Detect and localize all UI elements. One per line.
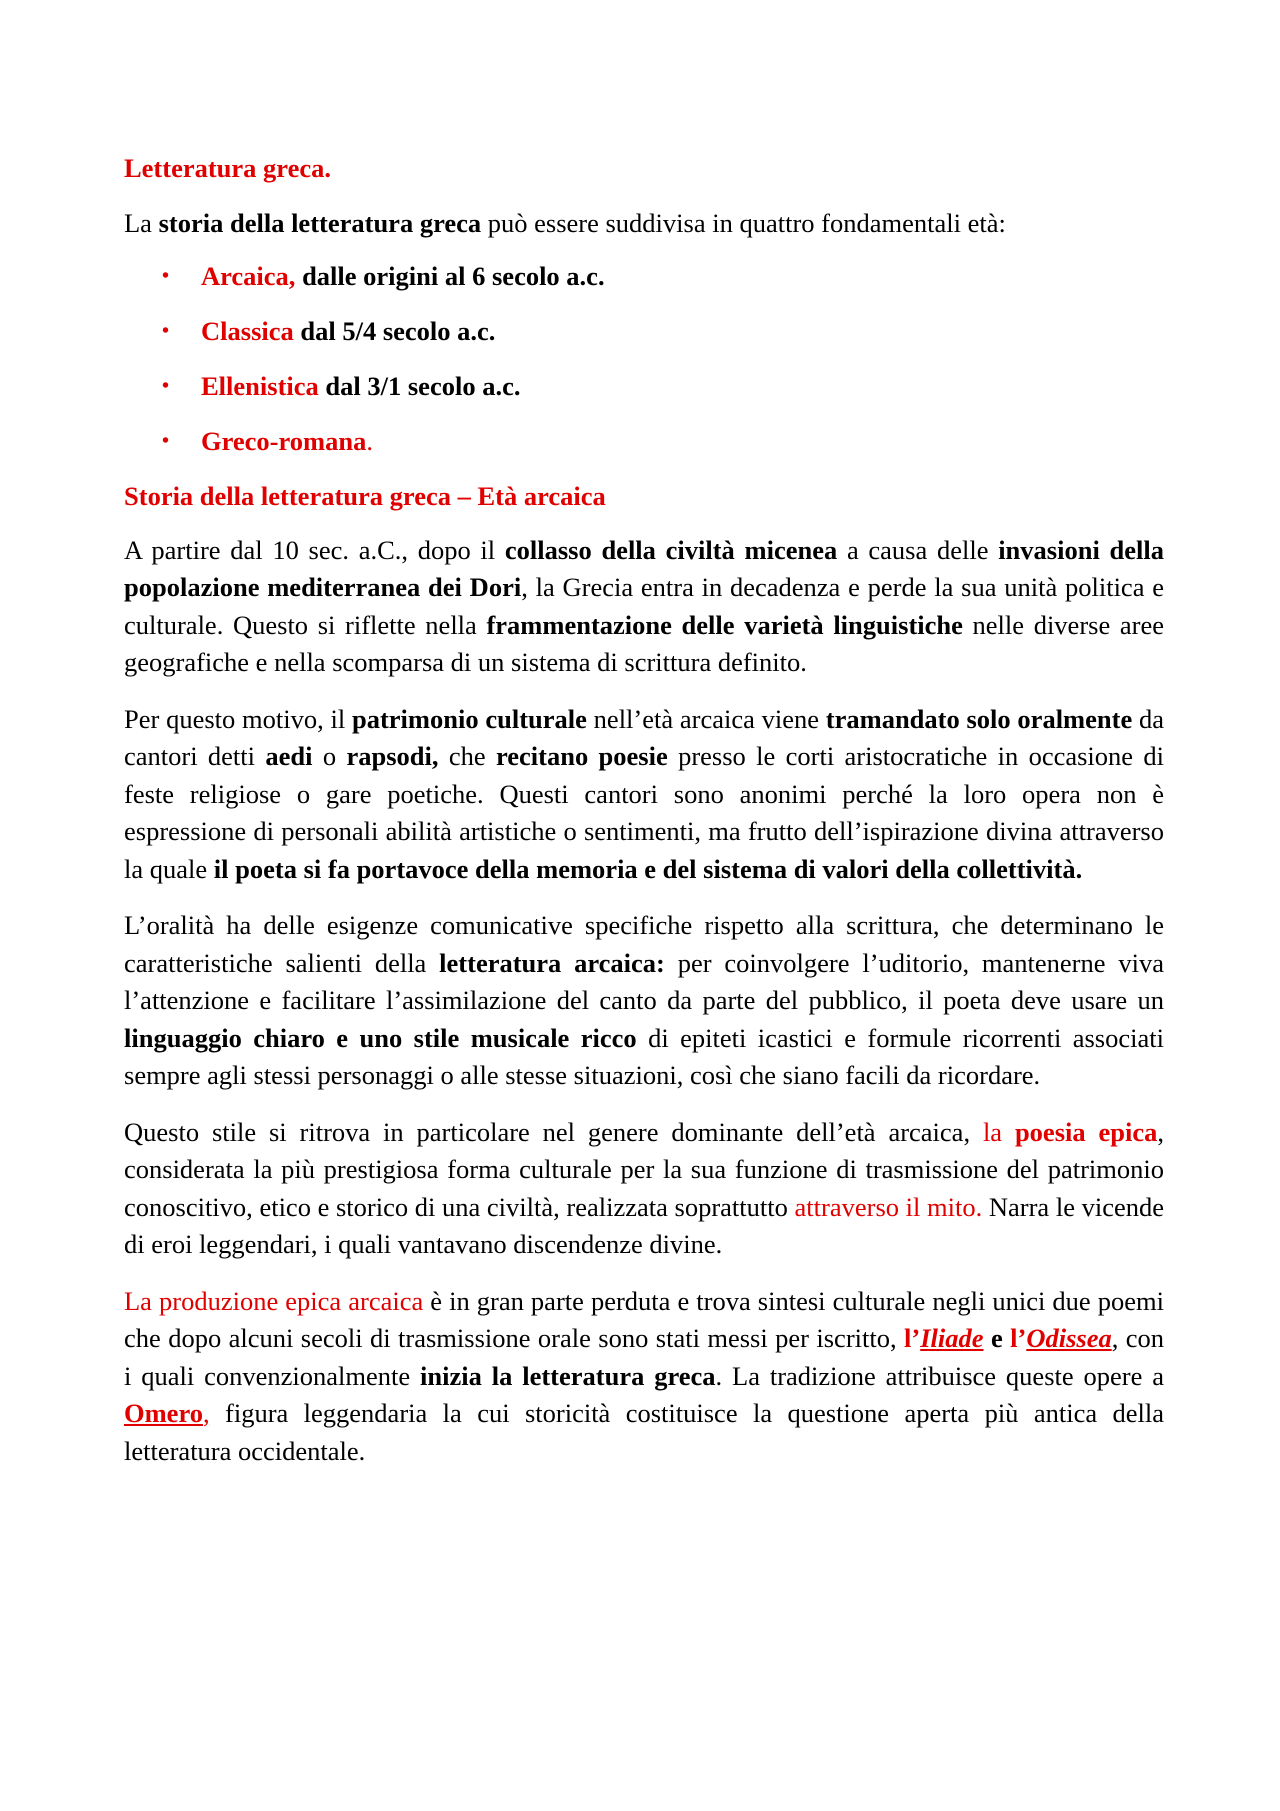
- odissea-link[interactable]: Odissea: [1026, 1323, 1112, 1353]
- text: a causa delle: [837, 534, 999, 565]
- period-name: Arcaica,: [201, 261, 296, 291]
- bold-text: letteratura arcaica:: [439, 947, 665, 978]
- bullet-icon: •: [162, 320, 170, 342]
- bold-text: invasioni della popolazione mediterranea dei Dori: [124, 534, 1164, 602]
- text: o: [312, 741, 347, 771]
- text: presso le corti aristocratiche in occasione di feste religiose o gare poetiche. Questi cantori sono anonimi perché la loro opera non è espressione di personali abilità artistiche o sentimenti, ma frutto dell’ispirazione divina attraverso la quale: [124, 741, 1164, 884]
- list-item: [124, 423, 1164, 461]
- iliade-article: l’: [904, 1323, 921, 1353]
- intro-text: La: [124, 207, 159, 238]
- red-text: attraverso il mito.: [794, 1191, 983, 1222]
- bold-text: aedi: [265, 741, 313, 771]
- period-desc: .: [366, 426, 373, 456]
- text: . La tradizione attribuisce queste opere a: [715, 1360, 1164, 1391]
- periods-list: [124, 258, 1164, 461]
- period-desc: dalle origini al 6 secolo a.c.: [295, 261, 605, 291]
- bullet-icon: •: [162, 430, 170, 452]
- list-item: [124, 258, 1164, 296]
- red-bold-text: poesia epica: [1014, 1116, 1158, 1147]
- intro-bold: storia della letteratura greca: [158, 207, 482, 238]
- text: Narra le vicende di eroi leggendari, i quali vantavano discendenze divine.: [124, 1191, 1164, 1259]
- bold-text: linguaggio chiaro e uno stile musicale ricco: [124, 1022, 637, 1053]
- bold-text: tramandato solo oralmente: [825, 703, 1133, 734]
- bold-text: collasso della civiltà micenea: [504, 534, 838, 565]
- omero-link[interactable]: Omero: [124, 1398, 203, 1428]
- paragraph-4: [124, 1114, 1164, 1264]
- period-name: Ellenistica: [201, 371, 319, 401]
- bold-text: rapsodi,: [346, 741, 439, 771]
- text: per coinvolgere l’uditorio, mantenerne viva l’attenzione e facilitare l’assimilazione del canto da parte del pubblico, il poeta deve usare un: [124, 947, 1164, 1015]
- bullet-icon: •: [162, 375, 170, 397]
- text: Questo stile si ritrova in particolare nel genere dominante dell’età arcaica,: [124, 1116, 983, 1147]
- text: nelle diverse aree geografiche e nella scomparsa di un sistema di scrittura definito.: [124, 609, 1164, 677]
- text: A partire dal 10 sec. a.C., dopo il: [124, 534, 505, 565]
- paragraph-1: [124, 532, 1164, 682]
- intro-paragraph: [124, 205, 1164, 243]
- iliade-link[interactable]: Iliade: [920, 1323, 984, 1353]
- text: è in gran parte perduta e trova sintesi culturale negli unici due poemi che dopo alcuni secoli di trasmissione orale sono stati messi per iscritto,: [124, 1285, 1164, 1353]
- list-item: [124, 368, 1164, 406]
- list-item: [124, 313, 1164, 351]
- paragraph-2: [124, 701, 1164, 889]
- document-page: [124, 150, 1164, 1489]
- text: , considerata la più prestigiosa forma culturale per la sua funzione di trasmissione del patrimonio conoscitivo, etico e storico di una civiltà, realizzata soprattutto: [124, 1116, 1164, 1222]
- period-name: Greco-romana: [201, 426, 367, 456]
- text: nell’età arcaica viene: [586, 703, 826, 734]
- text: figura leggendaria la cui storicità costituisce la questione aperta più antica della letteratura occidentale.: [124, 1398, 1164, 1466]
- red-text: la: [982, 1116, 1015, 1147]
- bold-text: il poeta si fa portavoce della memoria e del sistema di valori della collettività.: [213, 853, 1083, 884]
- bold-text: frammentazione delle varietà linguistiche: [486, 609, 963, 640]
- text: , la Grecia entra in decadenza e perde la sua unità politica e culturale. Questo si riflette nella: [124, 572, 1164, 640]
- text: che: [438, 741, 496, 771]
- bold-text: patrimonio culturale: [351, 703, 587, 734]
- section-heading: Storia della letteratura greca – Età arcaica: [124, 481, 606, 511]
- bold-text: inizia la letteratura greca: [420, 1360, 716, 1391]
- paragraph-3: [124, 907, 1164, 1095]
- bold-text: recitano poesie: [495, 741, 668, 771]
- paragraph-5: [124, 1283, 1164, 1471]
- text: di epiteti icastici e formule ricorrenti associati sempre agli stessi personaggi o alle stesse situazioni, così che siano facili da ricordare.: [124, 1022, 1164, 1090]
- red-text: La produzione epica arcaica: [124, 1285, 424, 1316]
- bullet-icon: •: [162, 265, 170, 287]
- omero-comma: ,: [202, 1398, 210, 1428]
- text: Per questo motivo, il: [124, 703, 352, 734]
- page-title: Letteratura greca.: [124, 153, 331, 183]
- period-desc: dal 3/1 secolo a.c.: [318, 371, 521, 401]
- text: da cantori detti: [124, 703, 1164, 771]
- intro-text-end: può essere suddivisa in quattro fondamentali età:: [481, 207, 1006, 238]
- bold-text: e: [983, 1323, 1011, 1353]
- odissea-article: l’: [1010, 1323, 1027, 1353]
- period-name: Classica: [201, 316, 294, 346]
- period-desc: dal 5/4 secolo a.c.: [293, 316, 496, 346]
- text: L’oralità ha delle esigenze comunicative specifiche rispetto alla scrittura, che determinano le caratteristiche salienti della: [124, 910, 1164, 978]
- text: , con i quali convenzionalmente: [124, 1323, 1165, 1391]
